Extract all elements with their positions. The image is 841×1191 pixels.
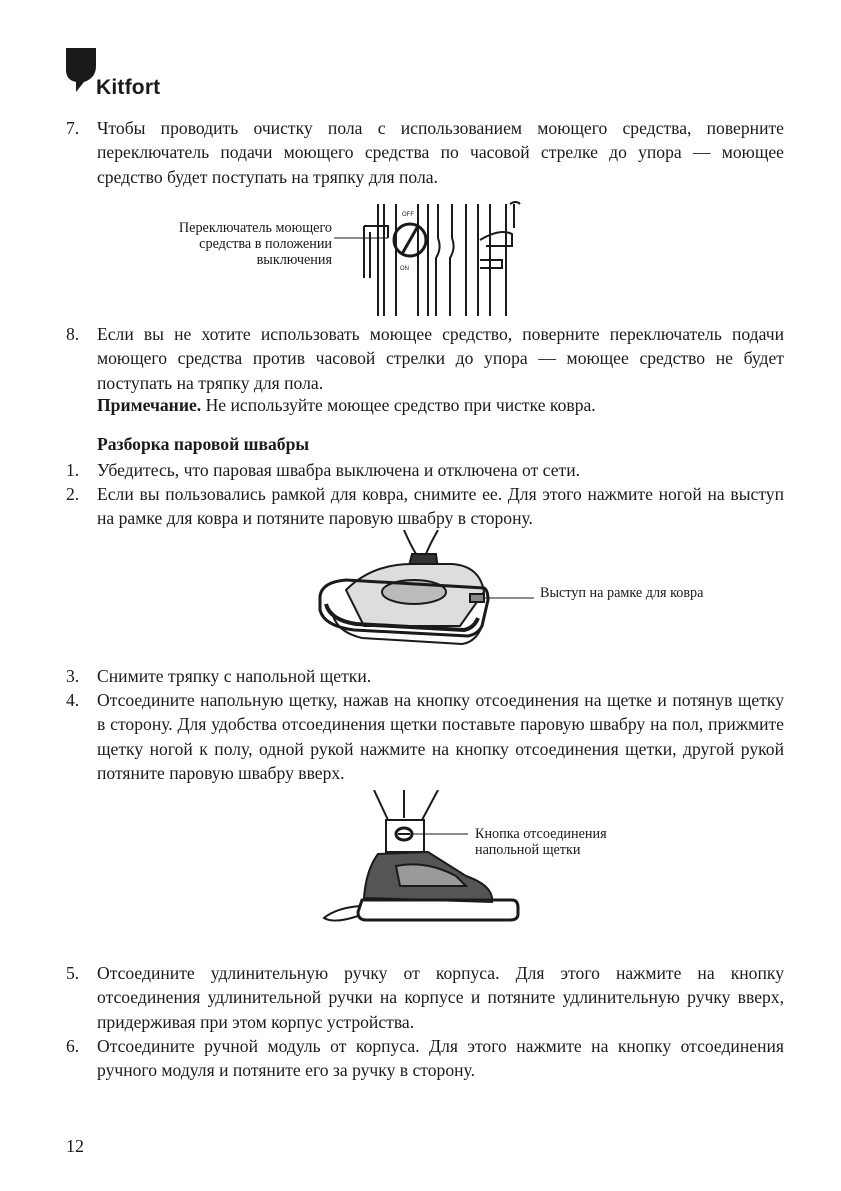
step-7 xyxy=(66,116,784,189)
step-text: Отсоедините напольную щетку, нажав на кнопку отсоединения на щетке и потянув щетку в сторону. Для удобства отсоединения щетки поставьте паровую швабру на пол, прижмите щетку ногой к полу, одной рукой нажмите на кнопку отсоединения щетки, другой рукой потяните паровую швабру вверх. xyxy=(97,690,784,783)
step-number: 2. xyxy=(66,484,80,504)
detergent-switch-illustration xyxy=(330,198,530,318)
caption-line: Кнопка отсоединения xyxy=(475,826,607,842)
step-number: 4. xyxy=(66,690,80,710)
disassembly-step-1 xyxy=(66,458,784,482)
kitfort-logo-mark xyxy=(66,48,96,92)
step-number: 8. xyxy=(66,324,80,344)
note xyxy=(97,395,596,416)
caption-line: напольной щетки xyxy=(475,842,581,858)
section-heading: Разборка паровой швабры xyxy=(97,434,310,454)
step-text: Если вы не хотите использовать моющее средство, поверните переключатель подачи моющего средства против часовой стрелки до упора — моющее средство не будет поступать на тряпку для пола. xyxy=(97,324,784,393)
disassembly-step-2 xyxy=(66,482,784,531)
disassembly-step-6 xyxy=(66,1034,784,1083)
step-number: 3. xyxy=(66,666,80,686)
step-text: Отсоедините удлинительную ручку от корпуса. Для этого нажмите на кнопку отсоединения удлинительной ручки на корпусе и потяните удлинительную ручку вверх, придерживая при этом корпус устройства. xyxy=(97,963,784,1032)
page-number: 12 xyxy=(66,1136,84,1156)
step-8 xyxy=(66,322,784,395)
carpet-frame-illustration xyxy=(312,530,542,660)
caption-line: средства в положении xyxy=(199,236,332,252)
on-label: ON xyxy=(400,266,409,272)
caption-line: выключения xyxy=(256,252,332,268)
disassembly-step-5 xyxy=(66,961,784,1034)
disassembly-step-3 xyxy=(66,664,784,688)
brand-name: Kitfort xyxy=(96,76,161,99)
step-text: Отсоедините ручной модуль от корпуса. Для этого нажмите на кнопку отсоединения ручного модуля и потяните его за ручку в сторону. xyxy=(97,1036,784,1081)
step-text: Если вы пользовались рамкой для ковра, снимите ее. Для этого нажмите ногой на выступ на рамке для ковра и потяните паровую швабру в сторону. xyxy=(97,484,784,529)
figure-2-caption: Выступ на рамке для ковра xyxy=(540,585,704,601)
step-number: 1. xyxy=(66,460,80,480)
step-number: 6. xyxy=(66,1036,80,1056)
off-label: OFF xyxy=(402,212,414,218)
disassembly-step-4 xyxy=(66,688,784,785)
step-number: 5. xyxy=(66,963,80,983)
figure-3-caption xyxy=(475,826,607,858)
step-text: Чтобы проводить очистку пола с использованием моющего средства, поверните переключатель подачи моющего средства по часовой стрелке до упора — моющее средство будет поступать на тряпку для пола. xyxy=(97,118,784,187)
brush-release-illustration xyxy=(316,790,526,930)
step-text: Убедитесь, что паровая швабра выключена и отключена от сети. xyxy=(97,460,581,480)
caption-line: Переключатель моющего xyxy=(178,220,332,236)
figure-1-caption xyxy=(150,220,332,268)
step-number: 7. xyxy=(66,118,80,138)
step-text: Снимите тряпку с напольной щетки. xyxy=(97,666,372,686)
note-label: Примечание. xyxy=(97,395,202,415)
note-text: Не используйте моющее средство при чистке ковра. xyxy=(201,395,596,415)
